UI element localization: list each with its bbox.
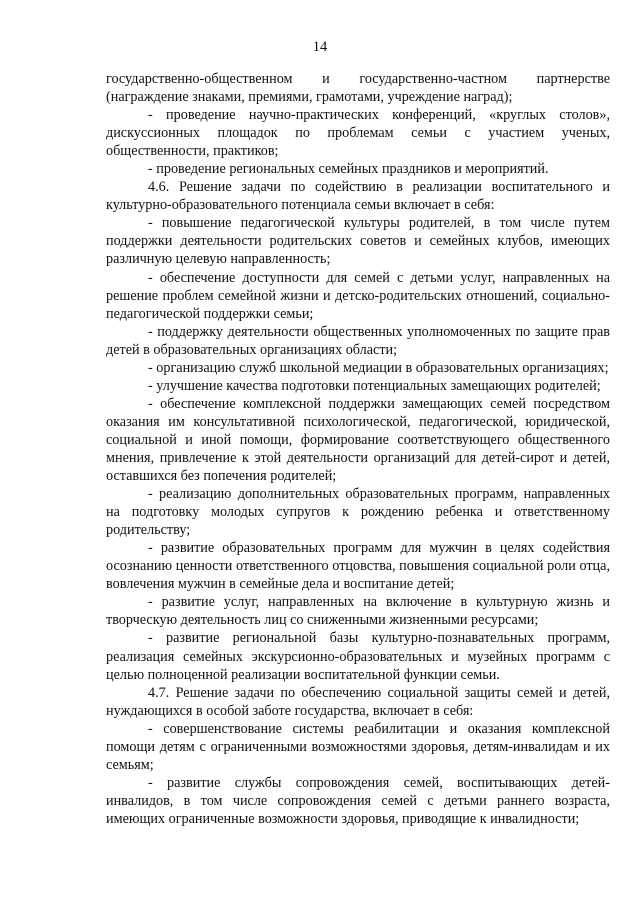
paragraph: государственно-общественном и государственно-частном партнерстве (награждение знаками, премиями, грамотами, учреждение наград); bbox=[106, 71, 610, 106]
paragraph: - улучшение качества подготовки потенциальных замещающих родителей; bbox=[148, 377, 601, 394]
paragraph: - организацию служб школьной медиации в образовательных организациях; bbox=[148, 359, 609, 376]
paragraph: - поддержку деятельности общественных уполномоченных по защите прав детей в образовательных организациях области; bbox=[106, 323, 610, 358]
paragraph: - обеспечение доступности для семей с детьми услуг, направленных на решение проблем семейной жизни и детско-родительских отношений, социально-педагогической поддержки семьи; bbox=[106, 269, 610, 322]
page-number: 14 bbox=[312, 39, 328, 55]
paragraph: - развитие региональной базы культурно-познавательных программ, реализация семейных экскурсионно-образовательных и музейных программ с целью полноценной реализации воспитательной функции семьи. bbox=[106, 630, 610, 683]
section-paragraph-4-7: 4.7. Решение задачи по обеспечению социальной защиты семей и детей, нуждающихся в особой заботе государства, включает в себя: bbox=[106, 684, 610, 719]
paragraph: - развитие услуг, направленных на включение в культурную жизнь и творческую деятельность лиц со сниженными жизненными ресурсами; bbox=[106, 594, 610, 629]
paragraph: - развитие службы сопровождения семей, воспитывающих детей-инвалидов, в том числе сопровождения семей с детьми раннего возраста, имеющих ограниченные возможности здоровья, приводящие к инвалидности; bbox=[106, 774, 610, 827]
paragraph: - проведение региональных семейных праздников и мероприятий. bbox=[148, 161, 549, 178]
paragraph: - реализацию дополнительных образовательных программ, направленных на подготовку молодых супругов к рождению ребенка и ответственному родительству; bbox=[106, 486, 610, 539]
paragraph: - повышение педагогической культуры родителей, в том числе путем поддержки деятельности родительских советов и семейных клубов, имеющих различную целевую направленность; bbox=[106, 215, 610, 268]
paragraph: - совершенствование системы реабилитации и оказания комплексной помощи детям с ограниченными возможностями здоровья, детям-инвалидам и их семьям; bbox=[106, 720, 610, 773]
paragraph: - обеспечение комплексной поддержки замещающих семей посредством оказания им консультативной психологической, педагогической, юридической, социальной и иной помощи, формирование соответствующего общественного мнения, привлечение к этой деятельности организаций для детей-сирот и детей, оставшихся без попечения родителей; bbox=[106, 395, 610, 485]
section-paragraph-4-6: 4.6. Решение задачи по содействию в реализации воспитательного и культурно-образовательного потенциала семьи включает в себя: bbox=[106, 179, 610, 214]
paragraph: - развитие образовательных программ для мужчин в целях содействия осознанию ценности ответственного отцовства, повышения социальной роли отца, вовлечения мужчин в семейные дела и воспитание детей; bbox=[106, 540, 610, 593]
document-body bbox=[106, 70, 610, 828]
paragraph: - проведение научно-практических конференций, «круглых столов», дискуссионных площадок по проблемам семьи с участием ученых, общественности, практиков; bbox=[106, 107, 610, 160]
